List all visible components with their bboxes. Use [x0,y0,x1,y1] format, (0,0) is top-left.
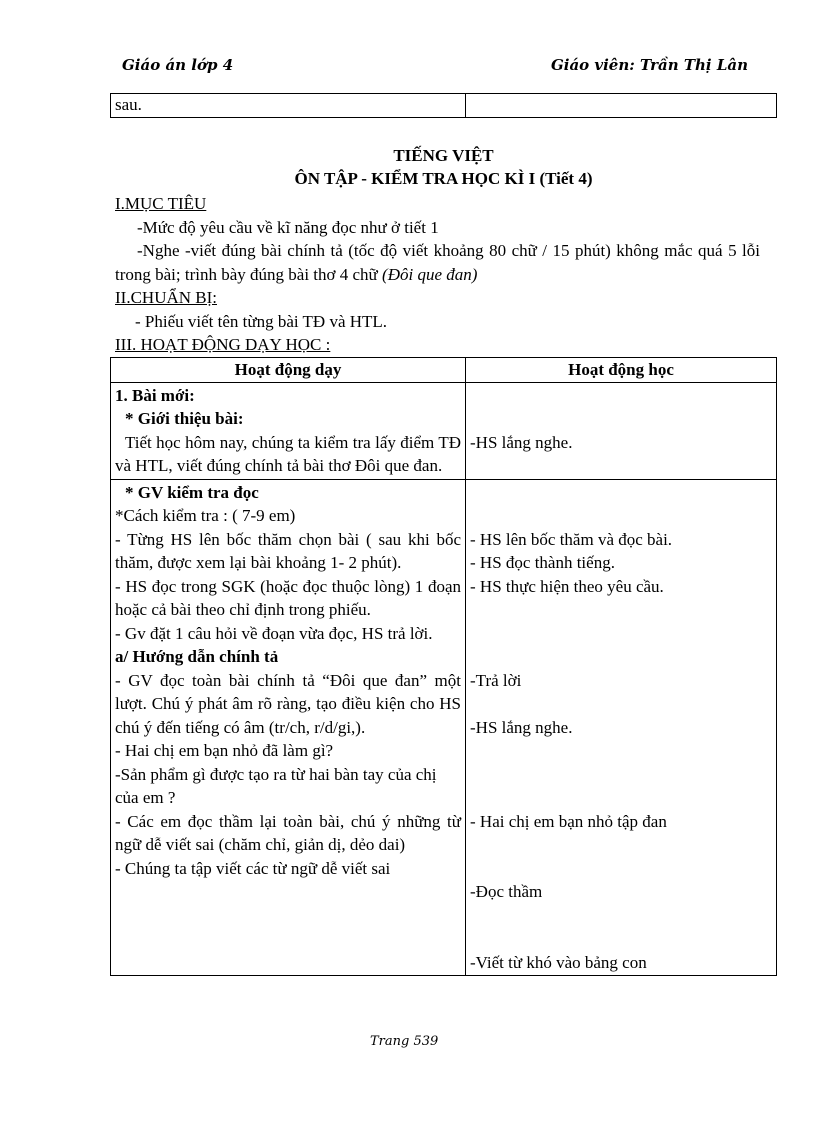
col-header-teacher: Hoạt động dạy [111,358,466,383]
objective-line-1: -Mức độ yêu cầu về kĩ năng đọc như ở tiết 1 [137,217,439,237]
row-student-text: -HS lắng nghe. [470,432,573,452]
activities-heading: III. HOẠT ĐỘNG DẠY HỌC : [115,335,331,354]
row-student-text-2: - HS đọc thành tiếng. [470,553,615,572]
header-right: Giáo viên: Trần Thị Lân [550,56,748,74]
objective-line-2-text: -Nghe -viết đúng bài chính tả (tốc độ viết khoảng 80 chữ / 15 phút) không mắc quá 5 lỗi trong bài; trình bày đúng bài thơ 4 chữ [115,241,760,284]
row-heading: a/ Hướng dẫn chính tả [115,647,279,666]
row-teacher-line: *Cách kiểm tra : ( 7-9 em) [115,506,296,525]
row-teacher-text-7: - Các em đọc thầm lại toàn bài, chú ý những từ ngữ dễ viết sai (chăm chỉ, giản dị, dẻo dai) [115,811,461,854]
row-teacher-text-2: - HS đọc trong SGK (hoặc đọc thuộc lòng) 1 đoạn hoặc cả bài theo chỉ định trong phiếu. [115,576,461,619]
top-table [110,93,777,118]
poem-title: (Đôi que đan) [382,264,478,284]
row-teacher-text: - Từng HS lên bốc thăm chọn bài ( sau khi bốc thăm, được xem lại bài khoảng 1- 2 phút). [115,529,461,572]
table-row [111,479,777,976]
row-student-knit: - Hai chị em bạn nhỏ tập đan [470,811,667,831]
row-teacher-text-4: - GV đọc toàn bài chính tả “Đôi que đan” một lượt. Chú ý phát âm rõ ràng, tạo điều kiện cho HS chú ý đến tiếng có âm (tr/ch, r/d/gi,). [115,670,461,737]
objectives-heading: I.MỤC TIÊU [115,194,207,213]
row-teacher-text: Tiết học hôm nay, chúng ta kiểm tra lấy điểm TĐ và HTL, viết đúng chính tả bài thơ Đôi que đan. [115,432,461,475]
row-student-read: -Đọc thầm [470,882,543,901]
row-heading: 1. Bài mới: [115,385,195,405]
lesson-title: ÔN TẬP - KIỂM TRA HỌC KÌ I (Tiết 4) [294,169,593,188]
row-subheading: * GV kiểm tra đọc [125,482,259,502]
activities-table [110,357,777,976]
objectives-section [115,192,760,357]
row-student-text-3: - HS thực hiện theo yêu cầu. [470,576,664,596]
table-row [111,382,777,479]
row-student-text-1: - HS lên bốc thăm và đọc bài. [470,529,673,549]
row-teacher-text-3: - Gv đặt 1 câu hỏi về đoạn vừa đọc, HS trả lời. [115,623,433,643]
preparation-line-1: - Phiếu viết tên từng bài TĐ và HTL. [135,311,388,331]
subject-title: TIẾNG VIỆT [393,146,494,165]
row-student-listen: -HS lắng nghe. [470,717,573,737]
row-teacher-text-8: - Chúng ta tập viết các từ ngữ dễ viết sai [115,858,391,878]
row-teacher-text-6: -Sản phẩm gì được tạo ra từ hai bàn tay của chị của em ? [115,764,437,807]
top-table-left-cell: sau. [111,94,466,118]
row-student-answer: -Trả lời [470,670,522,690]
top-table-right-cell [466,94,777,118]
row-subheading: * Giới thiệu bài: [125,409,244,428]
row-teacher-text-5: - Hai chị em bạn nhỏ đã làm gì? [115,741,334,760]
objective-line-2 [115,239,760,286]
header-left: Giáo án lớp 4 [122,56,234,74]
preparation-heading: II.CHUẨN BỊ: [115,288,217,307]
row-student-write: -Viết từ khó vào bảng con [470,952,647,972]
col-header-student: Hoạt động học [466,358,777,383]
page-number: Trang 539 [370,1034,439,1049]
